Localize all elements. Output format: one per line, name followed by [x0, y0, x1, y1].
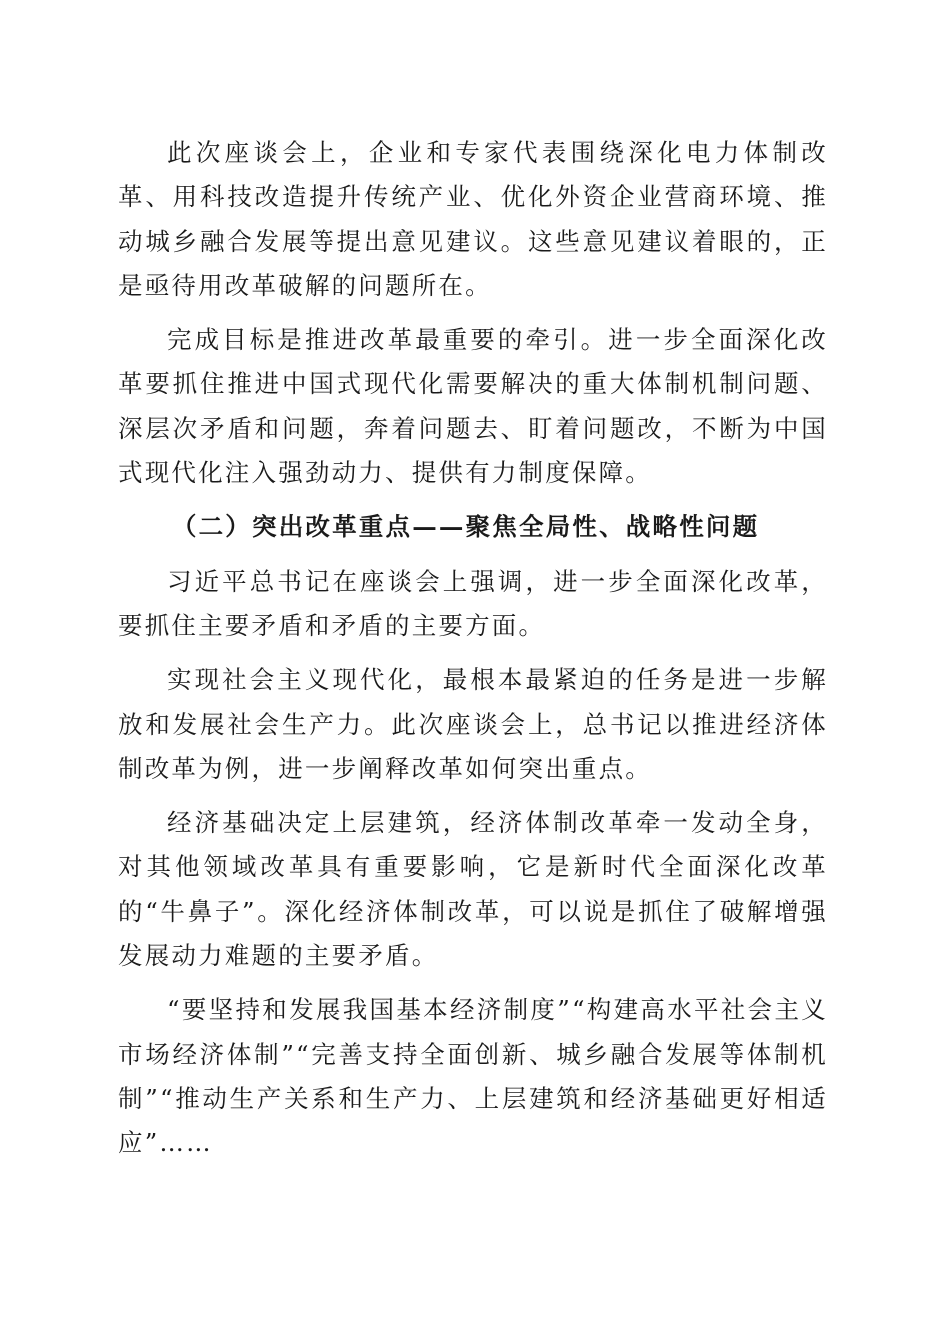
paragraph: 习近平总书记在座谈会上强调，进一步全面深化改革，要抓住主要矛盾和矛盾的主要方面。	[118, 566, 828, 640]
document-body	[118, 131, 828, 1176]
paragraph: 实现社会主义现代化，最根本最紧迫的任务是进一步解放和发展社会生产力。此次座谈会上，总书记以推进经济体制改革为例，进一步阐释改革如何突出重点。	[118, 665, 828, 783]
paragraph: 此次座谈会上，企业和专家代表围绕深化电力体制改革、用科技改造提升传统产业、优化外资企业营商环境、推动城乡融合发展等提出意见建议。这些意见建议着眼的，正是亟待用改革破解的问题所在。	[118, 138, 828, 300]
paragraph: 经济基础决定上层建筑，经济体制改革牵一发动全身，对其他领域改革具有重要影响，它是新时代全面深化改革的“牛鼻子”。深化经济体制改革，可以说是抓住了破解增强发展动力难题的主要矛盾。	[118, 808, 828, 971]
section-heading: （二）突出改革重点——聚焦全局性、战略性问题	[171, 512, 760, 542]
paragraph: “要坚持和发展我国基本经济制度”“构建高水平社会主义市场经济体制”“完善支持全面创新、城乡融合发展等体制机制”“推动生产关系和生产力、上层建筑和经济基础更好相适应”……	[118, 995, 828, 1158]
paragraph: 完成目标是推进改革最重要的牵引。进一步全面深化改革要抓住推进中国式现代化需要解决的重大体制机制问题、深层次矛盾和问题，奔着问题去、盯着问题改，不断为中国式现代化注入强劲动力、提供有力制度保障。	[118, 325, 828, 488]
